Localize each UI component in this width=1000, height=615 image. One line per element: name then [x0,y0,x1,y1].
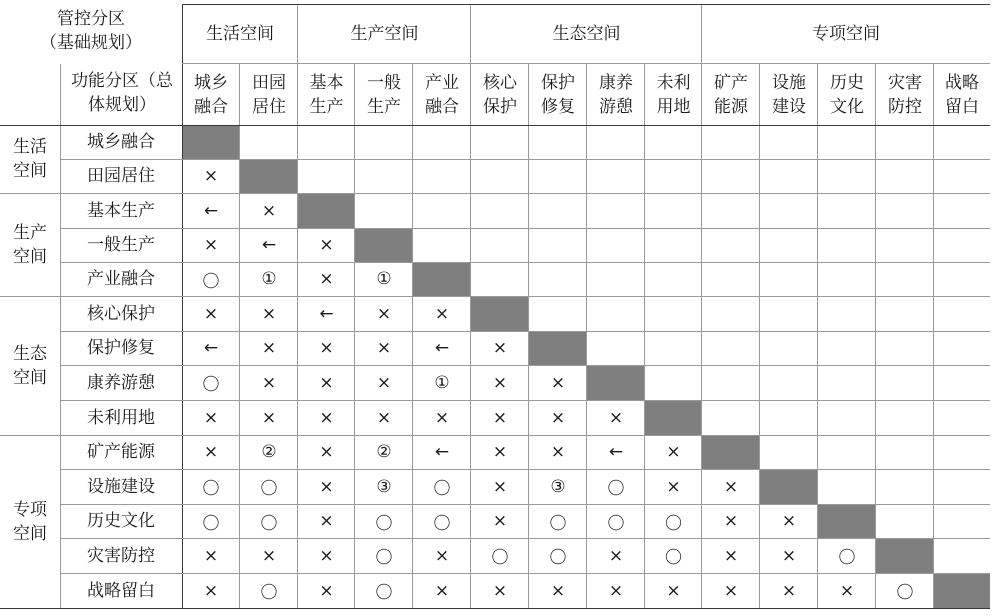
row-group-header: 生产 空间 [13,222,47,267]
matrix-cell: × [319,511,334,531]
matrix-cell: 〇 [375,548,393,568]
matrix-cell: 〇 [260,513,278,534]
matrix-cell: 〇 [260,479,278,499]
matrix-cell: × [492,372,508,393]
matrix-cell: × [203,303,219,324]
matrix-cell: × [319,269,334,289]
row-header: 田园居住 [87,166,155,186]
matrix-cell: 〇 [433,479,451,499]
matrix-cell: × [319,580,334,601]
matrix-cell: × [319,372,334,393]
matrix-cell: 〇 [665,548,682,568]
diagonal-cell [413,262,471,296]
column-header: 历史 文化 [830,72,864,117]
matrix-cell: 〇 [491,548,509,568]
matrix-cell: 〇 [202,375,220,395]
matrix-cell: × [319,235,334,255]
column-group-header: 专项空间 [812,24,880,44]
function-header: 功能分区（总 体规划） [71,71,173,115]
matrix-cell: × [608,580,624,601]
matrix-cell: × [608,407,624,428]
column-header: 未利 用地 [656,72,691,117]
diagonal-cell [818,504,876,538]
diagonal-cell [587,365,645,400]
column-group-header: 生产空间 [350,24,419,44]
matrix-cell: × [781,545,797,566]
matrix-cell: 〇 [607,479,625,499]
matrix-cell: ← [319,303,334,324]
matrix-cell: × [839,580,855,601]
matrix-cell: ② [261,442,277,462]
matrix-cell: 〇 [433,513,451,534]
diagonal-cell [702,435,760,469]
column-header: 一般 生产 [367,72,401,117]
matrix-cell: ← [203,338,219,358]
diagonal-cell [298,193,355,228]
column-header: 战略 留白 [945,72,979,117]
matrix-cell: × [319,476,334,497]
matrix-cell: × [666,580,681,601]
column-header: 保护 修复 [541,72,575,117]
matrix-cell: × [723,511,739,531]
matrix-cell: ③ [376,476,392,497]
matrix-cell: × [319,338,334,358]
matrix-cell: × [319,407,334,428]
matrix-cell: ← [608,442,624,462]
column-header: 灾害 防控 [888,72,922,117]
matrix-cell: × [723,545,739,566]
matrix-cell: × [492,511,508,531]
matrix-cell: × [203,545,219,566]
matrix-cell: ← [261,235,277,255]
row-header: 未利用地 [87,407,155,428]
matrix-cell: × [203,407,219,428]
matrix-cell: × [434,545,450,566]
matrix-cell: ③ [550,476,566,497]
matrix-cell: ② [376,442,392,462]
row-header: 基本生产 [87,200,155,221]
matrix-cell: × [203,580,219,601]
matrix-cell: × [492,338,508,358]
zone-header: 管控分区 （基础规划） [40,9,142,53]
matrix-cell: × [492,407,508,428]
matrix-cell: 〇 [549,513,567,534]
diagonal-cell [645,400,702,435]
column-header: 康养 游憩 [599,72,633,117]
matrix-cell: × [319,442,334,462]
column-header: 矿产 能源 [714,72,748,117]
matrix-cell: × [261,303,277,324]
matrix-cell: × [608,545,624,566]
matrix-cell: × [550,580,566,601]
matrix-cell: × [550,407,566,428]
matrix-cell: × [434,580,450,601]
column-group-header: 生态空间 [552,24,621,44]
column-header: 基本 生产 [309,72,344,117]
matrix-cell: × [781,511,797,531]
diagonal-cell [876,538,934,573]
matrix-cell: × [261,200,277,221]
column-header: 田园 居住 [252,72,286,117]
matrix-cell: × [203,166,219,186]
matrix-cell: × [434,407,450,428]
matrix-cell: × [376,303,392,324]
matrix-cell: × [492,476,508,497]
matrix-cell: × [376,407,392,428]
diagonal-cell [355,228,413,262]
diagonal-cell [240,159,298,193]
matrix-cell: 〇 [838,548,856,568]
row-header: 设施建设 [87,476,155,497]
matrix-cell: × [550,372,566,393]
matrix-cell: × [203,442,219,462]
matrix-cell: × [723,476,739,497]
matrix-cell: 〇 [260,583,278,603]
matrix-cell: × [666,476,681,497]
matrix-cell: × [492,442,508,462]
matrix-cell: ← [203,200,219,221]
row-header: 核心保护 [87,303,155,324]
matrix-cell: × [666,442,681,462]
matrix-cell: ① [434,372,450,393]
diagonal-cell [934,573,990,608]
row-header: 一般生产 [87,235,155,255]
matrix-cell: × [203,235,219,255]
grid-line-v [933,64,934,608]
diagonal-cell [471,296,529,331]
matrix-cell: 〇 [202,513,220,534]
matrix-cell: × [434,303,450,324]
matrix-cell: 〇 [375,513,393,534]
column-header: 设施 建设 [772,72,806,117]
row-group-header: 生态 空间 [13,343,47,388]
matrix-cell: 〇 [896,583,914,603]
row-header: 战略留白 [87,580,155,601]
matrix-cell: × [261,545,277,566]
matrix-cell: × [319,545,334,566]
column-header: 产业 融合 [425,72,459,117]
matrix-cell: 〇 [202,271,220,292]
column-header: 城乡 融合 [194,72,228,117]
matrix-cell: × [781,580,797,601]
row-header: 产业融合 [87,269,155,289]
row-header: 矿产能源 [87,442,155,462]
row-header: 康养游憩 [87,372,155,393]
matrix-cell: 〇 [549,548,567,568]
row-group-header: 专项 空间 [13,499,47,544]
column-group-header: 生活空间 [206,24,274,44]
column-header: 核心 保护 [483,72,517,117]
diagonal-cell [529,331,587,365]
matrix-cell: × [261,372,277,393]
matrix-cell: 〇 [665,513,682,534]
table-bottom-rule [0,608,990,609]
matrix-cell: × [261,407,277,428]
row-header: 灾害防控 [87,545,155,566]
diagonal-cell [760,469,818,504]
matrix-cell: 〇 [375,583,393,603]
matrix-cell: ← [434,442,450,462]
matrix-cell: 〇 [607,513,625,534]
row-header: 历史文化 [87,511,155,531]
diagonal-cell [182,125,240,159]
row-header: 城乡融合 [87,132,155,152]
matrix-cell: × [261,338,277,358]
matrix-cell: ← [434,338,450,358]
row-header: 保护修复 [87,338,155,358]
matrix-cell: 〇 [202,479,220,499]
matrix-cell: × [723,580,739,601]
matrix-cell: × [376,372,392,393]
grid-line-v [875,64,876,608]
row-group-header: 生活 空间 [13,137,47,181]
matrix-cell: × [376,338,392,358]
matrix-cell: ① [376,269,392,289]
matrix-cell: × [550,442,566,462]
matrix-cell: ① [261,269,277,289]
matrix-cell: × [492,580,508,601]
